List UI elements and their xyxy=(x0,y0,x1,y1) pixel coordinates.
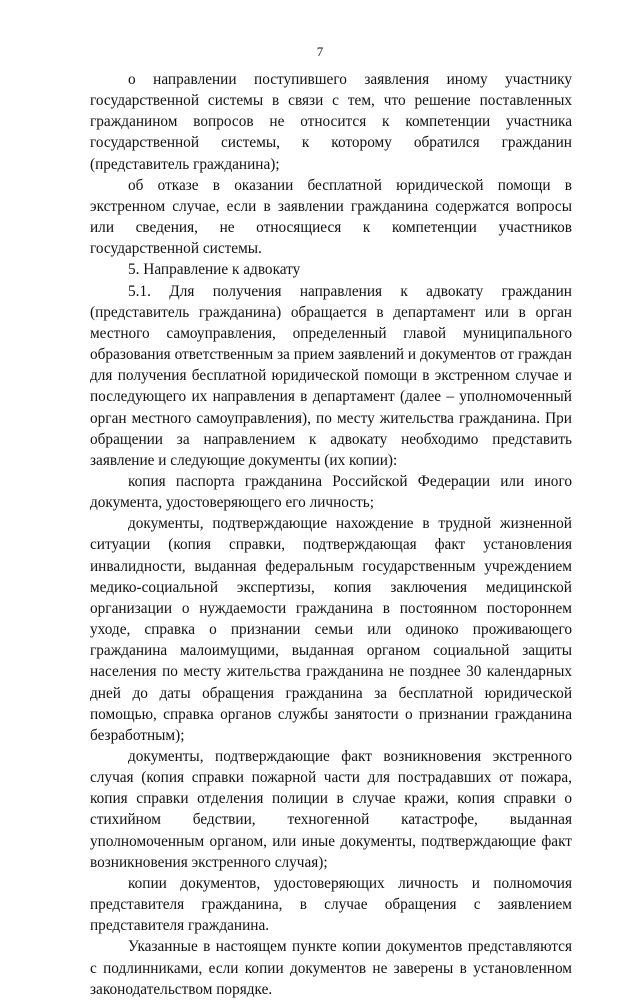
paragraph-hardship-documents: документы, подтверждающие нахождение в трудной жизненной ситуации (копия справки, подтверждающая факт установления инвалидности, выданная федеральным государственным учреждением медико-социальной экспертизы, копия заключения медицинской организации о нуждаемости гражданина в постоянном постороннем уходе, справка о признании семьи или одиноко проживающего гражданина малоимущими, выданная органом социальной защиты населения по месту жительства гражданина не позднее 30 календарных дней до даты обращения гражданина за бесплатной юридической помощью, справка органов службы занятости о признании гражданина безработным); xyxy=(90,515,572,744)
paragraph-refusal-notice: об отказе в оказании бесплатной юридической помощи в экстренном случае, если в заявлении гражданина содержатся вопросы или сведения, не относящиеся к компетенции участников государственной системы. xyxy=(90,176,572,258)
paragraph-referral-procedure: 5.1. Для получения направления к адвокату гражданин (представитель гражданина) обращается в департамент или в орган местного самоуправления, определенный главой муниципального образования ответственным за прием заявлений и документов от граждан для получения бесплатной юридической помощи в экстренном случае и последующего их направления в департамент (далее – уполномоченный орган местного самоуправления), по месту жительства гражданина. При обращении за направлением к адвокату необходимо представить заявление и следующие документы (их копии): xyxy=(90,282,572,469)
document-body xyxy=(90,69,572,1000)
paragraph-representative-documents: копии документов, удостоверяющих личность и полномочия представителя гражданина, в случае обращения с заявлением представителя гражданина. xyxy=(90,874,572,935)
page-number: 7 xyxy=(316,44,324,59)
paragraph-passport-copy: копия паспорта гражданина Российской Федерации или иного документа, удостоверяющего его личность; xyxy=(90,472,572,512)
paragraph-original-documents: Указанные в настоящем пункте копии документов представляются с подлинниками, если копии документов не заверены в установленном законодательством порядке. xyxy=(90,938,572,998)
paragraph-redirect-notice: о направлении поступившего заявления иному участнику государственной системы в связи с тем, что решение поставленных гражданином вопросов не относится к компетенции участника государственной системы, к которому обратился гражданин (представитель гражданина); xyxy=(90,71,572,173)
section-heading-lawyer-referral: 5. Направление к адвокату xyxy=(128,261,301,279)
paragraph-emergency-documents: документы, подтверждающие факт возникновения экстренного случая (копия справки пожарной части для пострадавших от пожара, копия справки отделения полиции в случае кражи, копия справки о стихийном бедствии, техногенной катастрофе, выданная уполномоченным органом, или иные документы, подтверждающие факт возникновения экстренного случая); xyxy=(90,748,572,871)
